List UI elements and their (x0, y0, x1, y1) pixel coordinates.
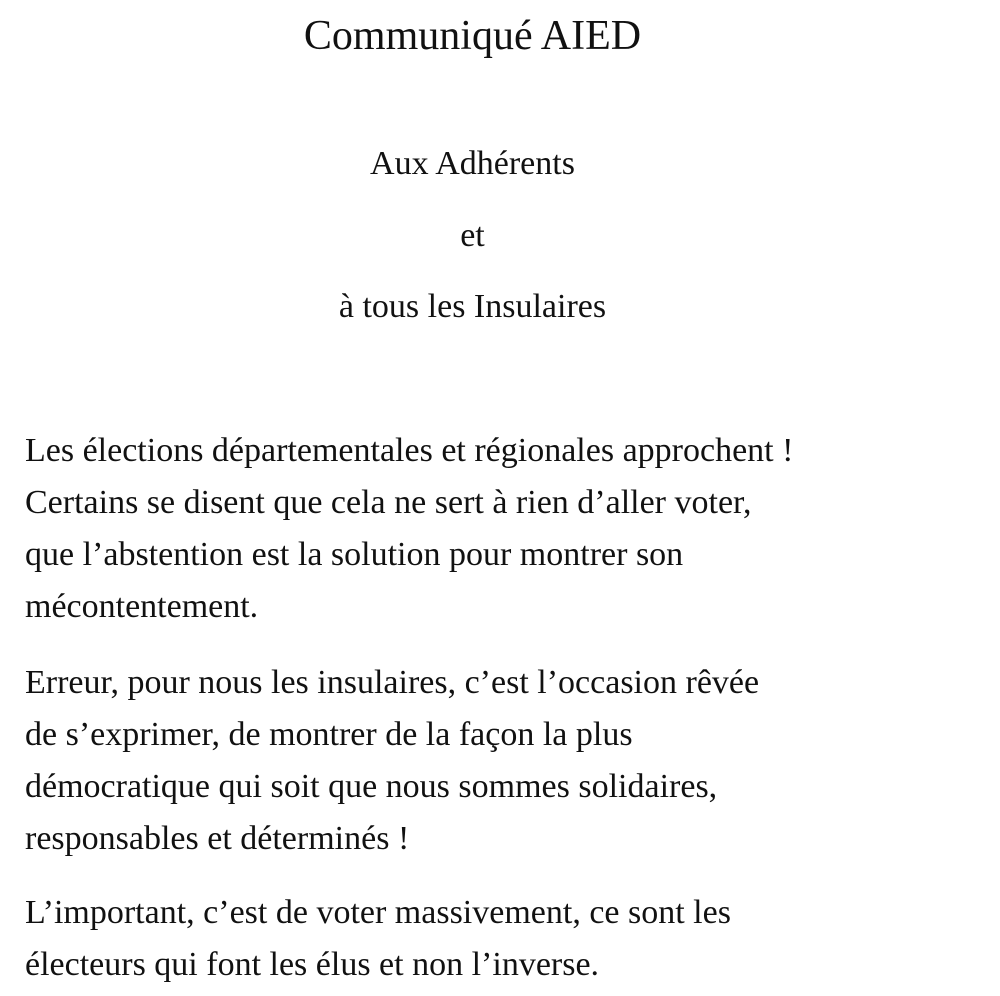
paragraph-voter (25, 887, 985, 991)
address-line-et: et (460, 217, 485, 254)
paragraph-line: électeurs qui font les élus et non l’inverse. (25, 946, 600, 983)
paragraph-line: démocratique qui soit que nous sommes solidaires, (25, 768, 718, 805)
paragraph-line: mécontentement. (25, 588, 259, 625)
paragraph-line: Les élections départementales et régionales approchent ! (25, 432, 794, 469)
paragraph-line: Erreur, pour nous les insulaires, c’est l’occasion rêvée (25, 664, 760, 701)
paragraph-line: de s’exprimer, de montrer de la façon la plus (25, 716, 633, 753)
document-title: Communiqué AIED (303, 13, 642, 59)
paragraph-line: que l’abstention est la solution pour montrer son (25, 536, 684, 573)
paragraph-line: responsables et déterminés ! (25, 820, 410, 857)
address-line-insulaires: à tous les Insulaires (338, 288, 607, 325)
paragraph-erreur (25, 657, 985, 865)
paragraph-line: Certains se disent que cela ne sert à rien d’aller voter, (25, 484, 752, 521)
paragraph-line: L’important, c’est de voter massivement, ce sont les (25, 894, 731, 931)
paragraph-elections (25, 425, 985, 633)
address-line-adherents: Aux Adhérents (370, 145, 575, 182)
